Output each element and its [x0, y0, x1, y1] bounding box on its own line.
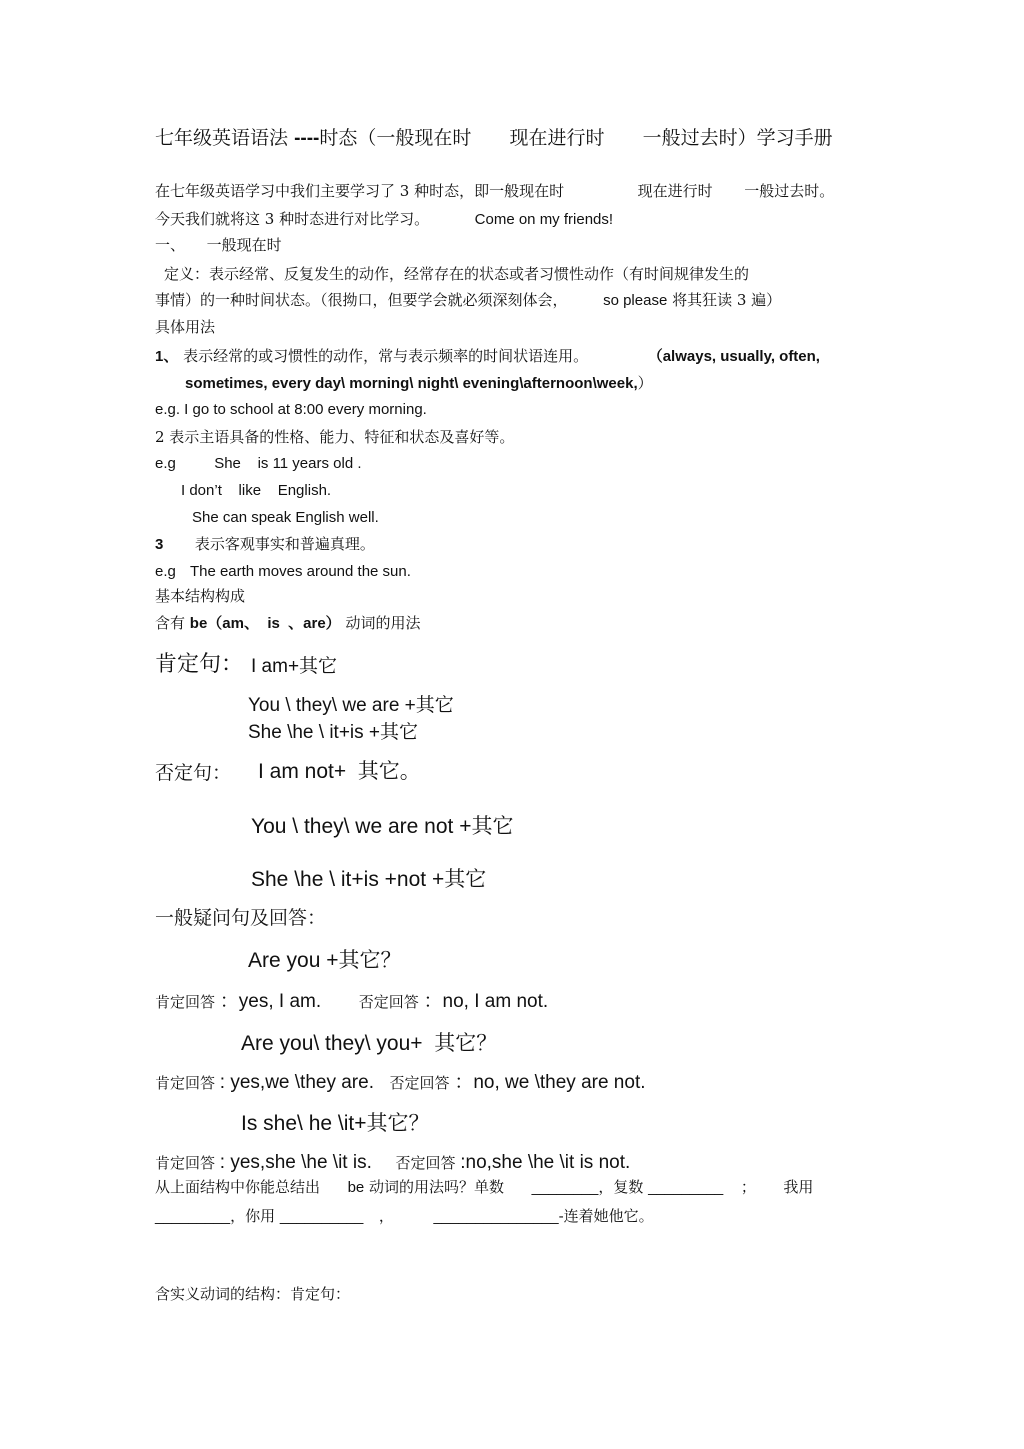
answer-text: : yes,she \he \it is. — [219, 1152, 372, 1173]
summary-line-1 — [155, 1178, 813, 1198]
definition-text: 3 遍） — [736, 291, 782, 309]
example-label: e.g — [155, 563, 176, 580]
example-text: The earth moves around the sun. — [189, 563, 411, 580]
fill-in-blank[interactable]: _________ — [155, 1208, 231, 1225]
question-2-answers — [155, 1071, 646, 1095]
example-label: e.g — [155, 455, 176, 472]
example-text: She is 11 years old . — [214, 455, 362, 472]
question-2: Are you\ they\ you+ 其它？ — [241, 1032, 498, 1055]
intro-text: 一般过去时。 — [744, 182, 835, 200]
summary-be: be — [347, 1179, 365, 1196]
answer-text: ：no, I am not. — [423, 991, 549, 1012]
question-3: Is she\ he \it+其它？ — [241, 1112, 430, 1135]
answer-label: 肯定回答 — [155, 1074, 216, 1092]
intro-text: 现在进行时 — [637, 182, 713, 200]
affirmative-label: 肯定句： — [155, 652, 244, 677]
frequency-words: （always, usually, often, — [647, 348, 820, 365]
frequency-words: sometimes, every day\ morning\ night\ evening\afternoon\week, — [185, 375, 638, 392]
intro-text: 在七年级英语学习中我们主要学习了 3 种时态，即一般现在时 — [155, 182, 565, 200]
negative-label: 否定句： — [155, 762, 232, 784]
title-part: 时态（一般现在时 — [319, 127, 472, 149]
affirmative-line-2: You \ they\ we are +其它 — [248, 695, 454, 716]
content-verb-heading: 含实义动词的结构：肯定句： — [155, 1285, 351, 1303]
usage-text: 表示经常的或习惯性的动作，常与表示频率的时间状语连用。 — [183, 347, 589, 365]
affirmative-line-1: I am+其它 — [251, 656, 338, 677]
negative-line-2: You \ they\ we are not +其它 — [251, 815, 514, 838]
summary-line-2 — [155, 1207, 654, 1227]
answer-text: ：no, we \they are not. — [454, 1072, 646, 1093]
negative-line-1: I am not+ 其它。 — [258, 760, 421, 783]
title-part: 一般过去时）学习手册 — [642, 127, 833, 149]
summary-text: 从上面结构中你能总结出 — [155, 1178, 321, 1196]
example-2c: She can speak English well. — [192, 509, 379, 526]
usage-heading: 具体用法 — [155, 318, 216, 336]
answer-text: :no,she \he \it is not. — [460, 1152, 631, 1173]
definition-text: 事情）的一种时间状态。（很拗口，但要学会就必须深刻体会， — [155, 291, 568, 309]
summary-text: ， — [378, 1207, 394, 1225]
title-part: 七年级英语语法 — [155, 127, 289, 149]
question-1: Are you +其它？ — [248, 949, 402, 972]
definition-line-2 — [155, 291, 781, 311]
summary-text: ，你用 — [230, 1207, 276, 1225]
answer-text: : yes,we \they are. — [219, 1072, 374, 1093]
answer-label: 否定回答 — [389, 1074, 450, 1092]
question-1-answers — [155, 990, 548, 1014]
example-1: e.g. I go to school at 8:00 every morning. — [155, 401, 427, 418]
section-heading — [155, 236, 282, 255]
usage-bracket: ） — [637, 374, 653, 392]
summary-text: 我用 — [783, 1178, 814, 1196]
answer-label: 否定回答 — [358, 993, 419, 1011]
usage-1-cont — [185, 374, 653, 394]
fill-in-blank[interactable]: ________ — [531, 1179, 599, 1196]
intro-line-2 — [155, 210, 613, 230]
be-verb-line — [155, 614, 420, 634]
usage-3 — [155, 535, 375, 555]
summary-text: ，复数 — [598, 1178, 644, 1196]
be-text: 含有 — [155, 614, 186, 632]
title-part: 现在进行时 — [509, 127, 605, 149]
be-text: 动词的用法 — [345, 614, 421, 632]
definition-english: so please — [603, 292, 668, 309]
intro-line-1 — [155, 182, 834, 201]
example-2a — [155, 455, 362, 474]
example-3 — [155, 563, 411, 582]
usage-1 — [155, 347, 820, 367]
structure-heading: 基本结构构成 — [155, 587, 246, 605]
summary-text: ； — [740, 1178, 756, 1196]
fill-in-blank[interactable]: __________ — [279, 1208, 364, 1225]
usage-text: 表示客观事实和普遍真理。 — [194, 535, 375, 553]
intro-text: 今天我们就将这 3 种时态进行对比学习。 — [155, 210, 430, 228]
answer-label: 肯定回答 — [155, 993, 216, 1011]
section-title: 一般现在时 — [206, 236, 282, 254]
negative-line-3: She \he \ it+is +not +其它 — [251, 868, 487, 891]
example-2b: I don’t like English. — [181, 482, 332, 499]
page-title — [155, 127, 833, 151]
fill-in-blank[interactable]: _________ — [648, 1179, 724, 1196]
definition-line-1: 定义：表示经常、反复发生的动作，经常存在的状态或者习惯性动作（有时间规律发生的 — [164, 265, 750, 283]
answer-label: 肯定回答 — [155, 1154, 216, 1172]
affirmative-line-3: She \he \ it+is +其它 — [248, 722, 419, 743]
question-label: 一般疑问句及回答： — [155, 907, 327, 929]
definition-text: 将其狂读 — [672, 291, 733, 309]
summary-text: -连着她他它。 — [558, 1207, 654, 1225]
be-forms: be（am、 is 、are） — [189, 615, 341, 632]
section-number: 一、 — [155, 236, 186, 254]
intro-english: Come on my friends! — [474, 211, 614, 228]
fill-in-blank[interactable]: _______________ — [433, 1208, 559, 1225]
answer-text: ：yes, I am. — [219, 991, 322, 1012]
title-dashes: ---- — [294, 128, 320, 149]
summary-text: 动词的用法吗？单数 — [369, 1178, 505, 1196]
answer-label: 否定回答 — [395, 1154, 456, 1172]
usage-number: 3 — [155, 536, 164, 553]
question-3-answers — [155, 1151, 630, 1175]
usage-number: 1、 — [155, 348, 179, 365]
usage-2: 2 表示主语具备的性格、能力、特征和状态及喜好等。 — [155, 428, 515, 446]
